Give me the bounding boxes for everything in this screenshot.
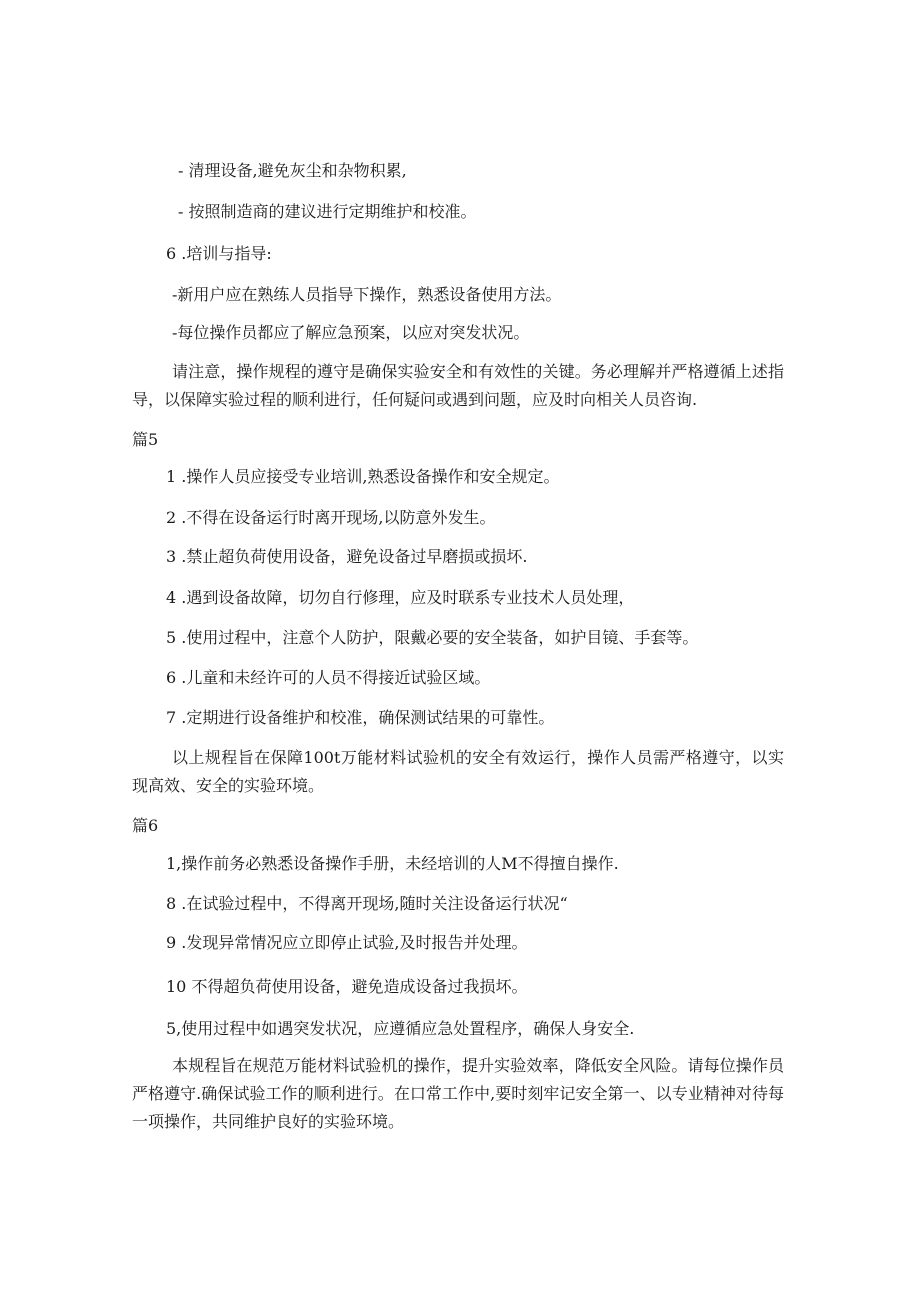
chapter-heading: 篇5 [132,430,159,449]
paragraph: 以上规程旨在保障100t万能材料试验机的安全有效运行，操作人员需严格遵守，以实现高效、安全的实验环境。 [132,748,784,795]
list-item: 1,操作前务必熟悉设备操作手册，未经培训的人M不得擅自操作. [166,854,619,873]
list-item: 4 .遇到设备故障，切勿自行修理，应及时联系专业技术人员处理， [166,588,635,607]
list-item: 9 .发现异常情况应立即停止试验,及时报告并处理。 [166,933,528,952]
chapter-heading: 篇6 [132,816,159,835]
section-heading: 6 .培训与指导: [166,244,272,263]
paragraph: 请注意，操作规程的遵守是确保实验安全和有效性的关键。务必理解并严格遵循上述指导，以保障实验过程的顺利进行，任何疑问或遇到问题，应及时向相关人员咨询. [132,362,784,409]
list-item: 5 .使用过程中，注意个人防护，限戴必要的安全装备，如护目镜、手套等。 [166,628,699,647]
list-item: 10 不得超负荷使用设备，避免造成设备过我损坏。 [166,977,528,996]
list-item: 7 .定期进行设备维护和校准，确保测试结果的可靠性。 [166,708,555,727]
list-item: 1 .操作人员应接受专业培训,熟悉设备操作和安全规定。 [166,467,560,486]
list-item: - 清理设备,避免灰尘和杂物积累, [178,161,407,180]
list-item: 8 .在试验过程中，不得离开现场,随时关注设备运行状况“ [166,894,568,913]
list-item: -新用户应在熟练人员指导下操作，熟悉设备使用方法。 [172,285,562,304]
list-item: -每位操作员都应了解应急预案，以应对突发状况。 [172,323,530,342]
paragraph: 本规程旨在规范万能材料试验机的操作，提升实验效率，降低安全风险。请每位操作员严格遵守.确保试验工作的顺利进行。在口常工作中,要时刻牢记安全第一、以专业精神对待每一项操作，共同维护良好的实验环境。 [132,1056,784,1131]
list-item: - 按照制造商的建议进行定期维护和校准。 [178,202,477,221]
list-item: 3 .禁止超负荷使用设备，避免设备过早磨损或损坏. [166,547,528,566]
list-item: 5,使用过程中如遇突发状况，应遵循应急处置程序，确保人身安全. [166,1019,635,1038]
list-item: 2 .不得在设备运行时离开现场,以防意外发生。 [166,508,496,527]
list-item: 6 .儿童和未经许可的人员不得接近试验区域。 [166,668,491,687]
